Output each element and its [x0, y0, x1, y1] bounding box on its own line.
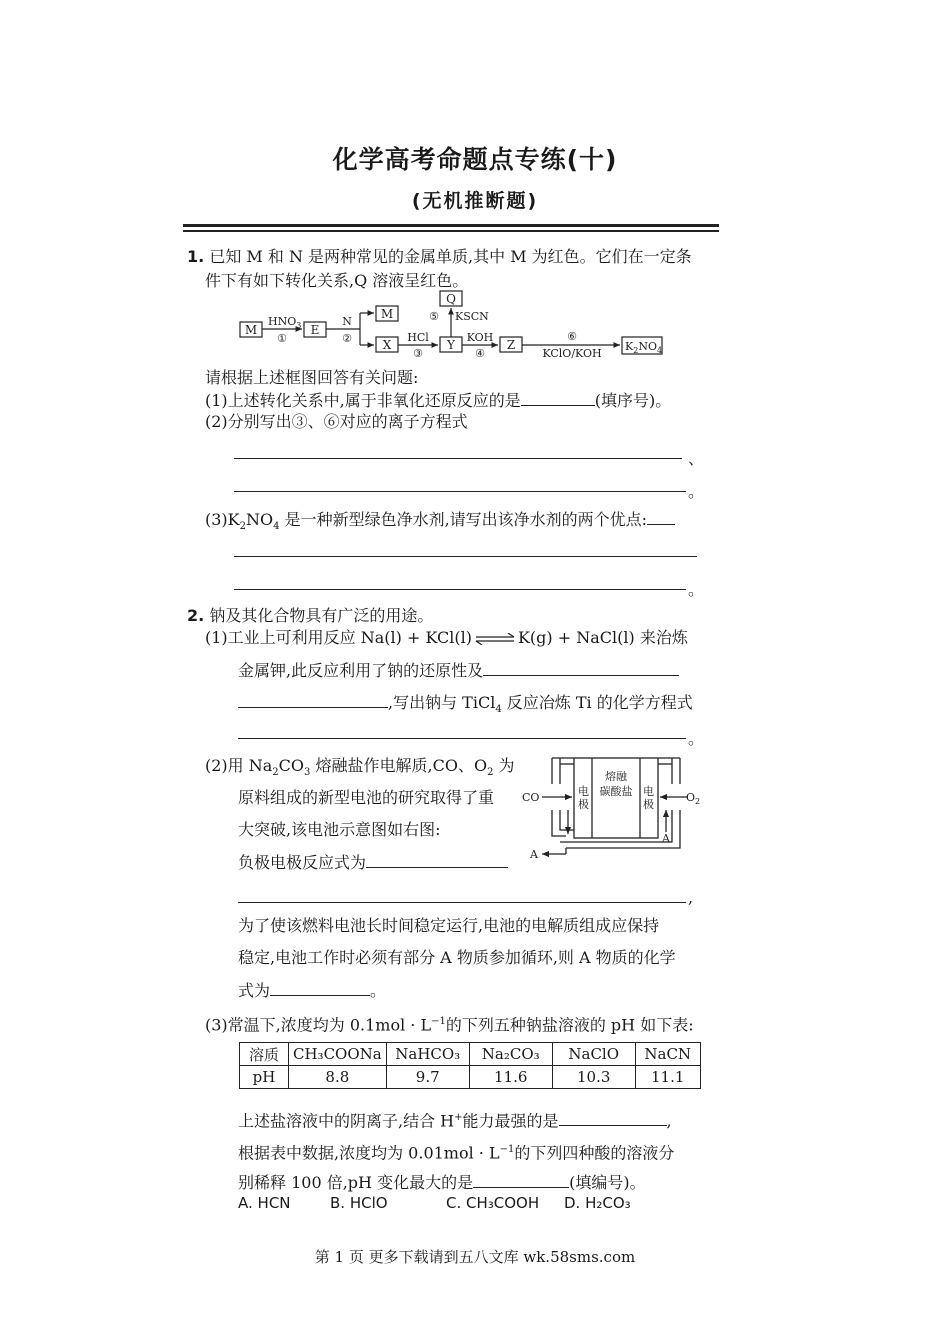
label-Z: Z	[506, 338, 516, 352]
q2-p2-text-e: 熔融盐作电解质,CO、O	[310, 756, 488, 775]
label-KOH: KOH	[466, 331, 494, 344]
q2-p2-line6: 为了使该燃料电池长时间稳定运行,电池的电解质组成应保持	[238, 916, 660, 935]
cell-label-A-right: A	[662, 832, 670, 845]
table-cell: pH	[240, 1066, 289, 1089]
q2-p1-line3	[238, 691, 693, 721]
q2-p2-line1	[205, 755, 515, 784]
option-c[interactable]: C. CH₃COOH	[446, 1194, 540, 1212]
cell-electrode-right-2: 极	[643, 798, 654, 811]
table-row	[240, 1066, 701, 1089]
q2-p2-blank1[interactable]	[366, 851, 508, 868]
label-KSCN: KSCN	[455, 310, 489, 323]
q2-p1-text-c: 金属钾,此反应利用了钠的还原性及	[238, 661, 484, 680]
q2-p2-answer-line[interactable]	[238, 902, 686, 903]
q2-p1-text-f: 反应冶炼 Ti 的化学方程式	[501, 693, 693, 712]
q2-p2-line3: 大突破,该电池示意图如右图:	[238, 820, 441, 839]
q2-p2-line8-text: 式为	[238, 981, 271, 1000]
svg-text:O2	[686, 791, 700, 806]
q2-p3-line3	[238, 1139, 674, 1164]
q1-sub1-blank[interactable]	[521, 389, 595, 406]
q2-p3-line3-a: 根据表中数据,浓度均为 0.01mol · L	[238, 1143, 500, 1163]
q1-sub2-answer-line1[interactable]	[234, 458, 682, 459]
table-header-row	[240, 1043, 701, 1066]
q1-sub3-text-c: NO	[246, 510, 274, 529]
q2-number: 2.	[187, 606, 205, 625]
option-a[interactable]: A. HCN	[238, 1194, 291, 1212]
q2-p3-text-c: 的下列五种钠盐溶液的 pH 如下表:	[445, 1015, 694, 1035]
q1-number: 1.	[187, 247, 205, 266]
q2-p3-blank1[interactable]	[559, 1109, 667, 1126]
table-cell: 10.3	[552, 1066, 635, 1089]
label-M2: M	[380, 307, 394, 321]
q2-p2-line8	[238, 979, 386, 1002]
option-b[interactable]: B. HClO	[330, 1194, 388, 1212]
q2-p1-period: 。	[688, 729, 705, 748]
q2-p1-blank1[interactable]	[483, 659, 679, 676]
table-cell: 溶质	[240, 1043, 289, 1066]
q1-sub2-comma: 、	[688, 449, 705, 468]
label-Q: Q	[446, 292, 456, 306]
q2-p2-text-a: (2)用 Na	[205, 756, 273, 775]
label-step3: ③	[413, 347, 423, 360]
q1-sub3-text-a: (3)K	[205, 510, 240, 529]
label-K2NO4-sub4: 4	[656, 346, 663, 355]
q1-sub2-answer-line2[interactable]	[234, 491, 686, 492]
q2-p3-line1	[205, 1011, 694, 1036]
q1-sub3-text-e: 是一种新型绿色净水剂,请写出该净水剂的两个优点:	[279, 510, 648, 529]
label-step2: ②	[342, 332, 352, 345]
table-cell: NaClO	[552, 1043, 635, 1066]
equilibrium-arrow-icon	[474, 633, 516, 645]
table-cell: 8.8	[289, 1066, 387, 1089]
table-cell: NaCN	[635, 1043, 700, 1066]
q2-p1-text-b: K(g) + NaCl(l) 来治炼	[517, 628, 688, 647]
q2-p3-line2: 上述盐溶液中的阴离子,结合 H+能力最强的是 ,	[238, 1111, 672, 1131]
q2-p3-blank2[interactable]	[473, 1171, 569, 1188]
q2-p1-blank2[interactable]	[238, 691, 388, 708]
svg-text:HNO3	[268, 315, 301, 330]
q1-prompt: 请根据上述框图回答有关问题:	[205, 368, 419, 387]
q1-sub1	[205, 389, 671, 412]
q2-p3-line2-a: 上述盐溶液中的阴离子,结合 H	[238, 1111, 455, 1131]
q2-p1-text-d: ,写出钠与 TiCl	[388, 693, 496, 712]
q2-p1-answer-line[interactable]	[238, 738, 686, 739]
cell-label-A-left: A	[530, 848, 538, 861]
cell-electrode-left-2: 极	[578, 798, 589, 811]
q1-sub3-sub4: 4	[273, 521, 280, 533]
label-X: X	[382, 338, 392, 352]
q1-sub2-period: 。	[688, 482, 705, 501]
label-step6: ⑥	[567, 330, 577, 343]
q1-sub3	[205, 508, 675, 538]
q2-p1-text-a: (1)工业上可利用反应 Na(l) + KCl(l)	[205, 628, 472, 647]
q2-stem-line	[187, 605, 433, 627]
q1-sub3-blank[interactable]	[647, 508, 675, 525]
cell-melt-1: 熔融	[605, 770, 627, 783]
label-HNO3: HNO	[268, 315, 297, 328]
label-step5: ⑤	[429, 310, 439, 323]
q1-sub1-text: (1)上述转化关系中,属于非氧化还原反应的是	[205, 391, 521, 410]
q1-sub1-tail: (填序号)。	[594, 391, 672, 410]
page-footer: 第 1 页 更多下载请到五八文库 wk.58sms.com	[314, 1248, 636, 1266]
q2-p1-line2	[238, 659, 679, 682]
q1-conversion-diagram	[230, 288, 670, 360]
table-cell: CH₃COONa	[289, 1043, 387, 1066]
table-cell: Na₂CO₃	[469, 1043, 552, 1066]
svg-text:K2NO4	[625, 340, 662, 355]
q2-p3-line2-c: 能力最强的是	[462, 1111, 559, 1131]
label-KClO-KOH: KClO/KOH	[542, 347, 602, 360]
label-step1: ①	[277, 332, 287, 345]
label-M: M	[244, 323, 258, 337]
cell-electrode-left-1: 电	[578, 785, 589, 798]
header-rule-thick	[183, 224, 719, 227]
q1-sub3-period: 。	[688, 580, 705, 599]
cell-melt-2: 碳酸盐	[599, 785, 633, 798]
label-N: N	[342, 315, 352, 328]
label-Y: Y	[447, 338, 455, 352]
q2-p2-line2: 原料组成的新型电池的研究取得了重	[238, 788, 495, 807]
cell-label-CO: CO	[522, 791, 540, 804]
q2-p2-line4	[238, 851, 508, 874]
q1-stem-line2: 件下有如下转化关系,Q 溶液呈红色。	[205, 271, 469, 290]
label-E: E	[310, 323, 320, 337]
q2-p2-text-c: CO	[278, 756, 305, 775]
cell-electrode-right-1: 电	[643, 785, 654, 798]
q2-p2-period: 。	[370, 981, 387, 1000]
q2-p2-line7: 稳定,电池工作时必须有部分 A 物质参加循环,则 A 物质的化学	[238, 948, 676, 967]
label-step4: ④	[475, 347, 485, 360]
cell-label-O-sub: 2	[695, 797, 700, 806]
q2-p3-line3-c: 的下列四种酸的溶液分	[514, 1143, 675, 1163]
q2-p3-sup: −1	[431, 1016, 446, 1027]
q2-p3-line4-a: 别稀释 100 倍,pH 变化最大的是	[238, 1173, 474, 1192]
q1-sub3-answer-line2[interactable]	[234, 589, 686, 590]
label-HCl: HCl	[407, 331, 429, 344]
q2-p3-line3-sup: −1	[499, 1144, 515, 1155]
label-K2NO4-sub2: 2	[633, 346, 639, 355]
table-cell: 11.6	[469, 1066, 552, 1089]
q2-p2-sub3: 3	[304, 767, 311, 779]
q2-p3-line2-sup: +	[454, 1112, 463, 1123]
q1-sub3-sub2: 2	[239, 521, 246, 533]
table-cell: 9.7	[386, 1066, 469, 1089]
table-cell: 11.1	[635, 1066, 700, 1089]
q1-stem-line1	[187, 246, 692, 268]
page-title: 化学高考命题点专练(十)	[332, 145, 618, 174]
q1-stem-text1: 已知 M 和 N 是两种常见的金属单质,其中 M 为红色。它们在一定条	[209, 247, 692, 266]
table-cell: NaHCO₃	[386, 1043, 469, 1066]
q2-p3-text-a: (3)常温下,浓度均为 0.1mol · L	[205, 1015, 432, 1035]
ph-table	[239, 1042, 701, 1089]
q2-p2-text-g: 为	[493, 756, 515, 775]
label-K2NO4-no: NO	[638, 340, 657, 353]
q2-p2-blank2[interactable]	[270, 979, 370, 996]
q2-p2-line4-text: 负极电极反应式为	[238, 853, 367, 872]
fuel-cell-diagram	[520, 750, 700, 866]
label-K2NO4-k: K	[625, 340, 634, 353]
q2-p1-line1	[205, 627, 688, 649]
q2-p1-sub4: 4	[495, 704, 502, 716]
q2-p2-sub2a: 2	[272, 767, 279, 779]
q2-p2-comma: ,	[688, 888, 694, 907]
option-d[interactable]: D. H₂CO₃	[564, 1194, 631, 1212]
page-subtitle: (无机推断题)	[411, 190, 539, 212]
label-HNO3-sub: 3	[296, 321, 302, 330]
q2-p3-line4-b: (填编号)。	[569, 1173, 646, 1192]
q2-p2-sub2b: 2	[487, 767, 494, 779]
q2-p3-line4	[238, 1171, 646, 1194]
header-rule-thin	[183, 230, 719, 232]
q1-sub2: (2)分别写出③、⑥对应的离子方程式	[205, 412, 468, 431]
q2-stem: 钠及其化合物具有广泛的用途。	[209, 606, 434, 625]
cell-label-O: O	[686, 791, 696, 804]
q1-sub3-answer-line1[interactable]	[234, 556, 697, 557]
